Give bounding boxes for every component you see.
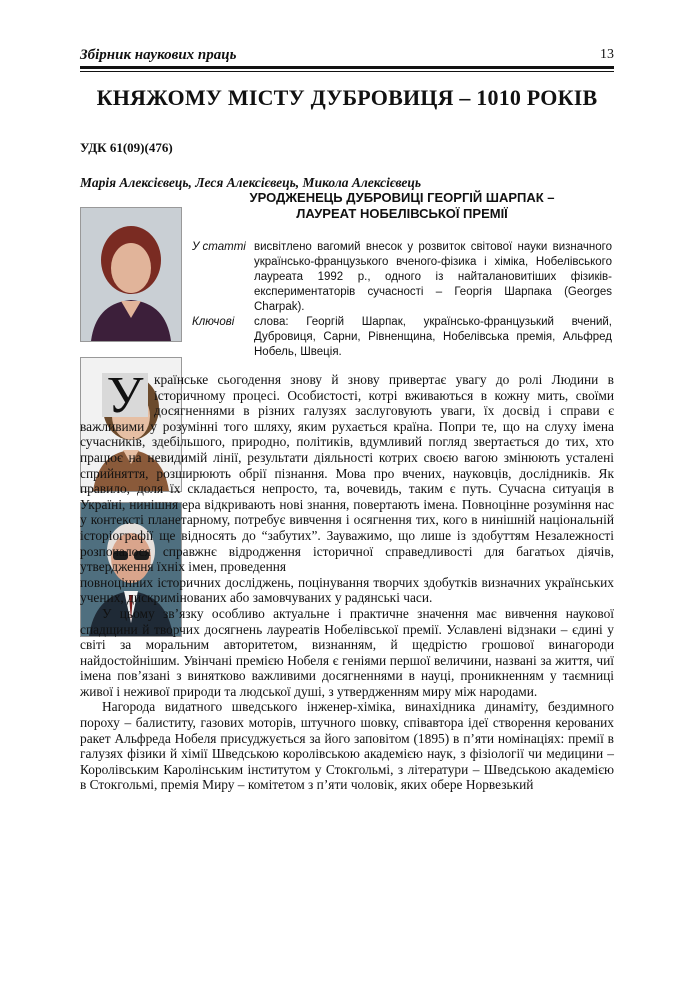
article-title-line2: ЛАУРЕАТ НОБЕЛІВСЬКОЇ ПРЕМІЇ — [296, 206, 508, 221]
author-photo-1 — [80, 207, 182, 342]
page-number: 13 — [600, 47, 614, 62]
header-rule-thin — [80, 71, 614, 72]
article-title-line1: УРОДЖЕНЕЦЬ ДУБРОВИЦІ ГЕОРГІЙ ШАРПАК – — [249, 190, 555, 205]
body-paragraph-1 — [80, 367, 614, 575]
keywords-text: слова: Георгій Шарпак, українсько-французький вчений, Дубровиця, Сарни, Рівненщина, Нобелівська премія, Альфред Нобель, Швеція. — [254, 316, 612, 358]
body-paragraph-2: У цьому зв’язку особливо актуальне і практичне значення має вивчення наукової спадщини й творчих досягнень лауреатів Нобелівської премії. Уславлені відзнаки – єдині у світі за моральним авторитетом, визнанням, й щедрістю грошової винагороди найдостойнішим. Увінчані премією Нобеля є геніями першої величини, названі за життя, чиї імена пов’язані з винятково важливими досягненнями в науці, проникненням у таємниці живої і неживої природи та людської душі, з утвердженням миру між народами. — [80, 605, 614, 699]
header-rule-thick — [80, 66, 614, 69]
article-title — [190, 190, 614, 222]
keywords-label: Ключові — [192, 316, 235, 328]
body-paragraph-3: Нагорода видатного шведського інженер-хіміка, винахідника динаміту, бездимного пороху – балиститу, газових моторів, штучного шовку, співавтора ідеї створення керованих ракет Альфреда Нобеля присуджується за його заповітом (1895) в п’яти номінаціях: премії в галузях фізики й хімії Шведською королівською академією наук, з фізіології чи медицини – Королівським Каролінським інститутом у Стокгольмі, з літератури – Шведською академією в Стокгольмі, премія Миру – комітетом з п’яти чоловік, яких обере Норвезький — [80, 699, 614, 793]
abstract-text: висвітлено вагомий внесок у розвиток світової науки визначного українсько-французького вченого-фізика і хіміка, Нобелівського лауреата 1992 р., одного із найталановитіших фізиків-експериментаторів сучасності – Георгія Шарпака (Georges Charpak). — [254, 241, 612, 313]
abstract-label: У статті — [192, 241, 246, 253]
abstract-block — [192, 240, 612, 360]
udk-code: УДК 61(09)(476) — [80, 140, 173, 155]
journal-title: Збірник наукових праць — [80, 47, 237, 63]
body-paragraph-1-column-text: країнське сьогодення знову й знову привертає увагу до ролі Людини в історичному процесі. Особистості, котрі вживаються в кожну мить, своїми досягненнями в різних галузях заслуговують уваги, їх досвід і справи є важливими у розумінні того шляху, яким рухається країна. Попри те, що на слуху імена сучасників, здебільшого, природно, політиків, вдумливий погляд звертається до тих, хто працює на невидимій лінії, результати діяльності котрих своєю вагою змінюють усталені сприйняття, розширюють обрії пізнання. Мова про вчених, науковців, дослідників. Як правило, доля їх складається непросто, та, вочевидь, таким є путь. Сучасна ситуація в Україні, нинішня ера відкривають нові знання, повертають імена. Повноцінне розуміння нас у контексті планетарному, потребує вивчення і осягнення тих, кого в нинішній національній історіографії ще відносять до “забутих”. Зауважимо, що лише із здобуттям Незалежності розпочалося справжнє відродження історичної справедливості для багатьох діячів, утвердження їхніх імен, проведення — [80, 372, 614, 575]
authors: Марія Алексієвець, Леся Алексієвець, Микола Алексієвець — [80, 175, 422, 190]
section-title: КНЯЖОМУ МІСТУ ДУБРОВИЦЯ – 1010 РОКІВ — [96, 85, 598, 110]
article-body — [80, 367, 614, 793]
running-header — [80, 44, 614, 66]
keywords — [192, 315, 612, 360]
body-paragraph-1-continued: повноцінних історичних досліджень, поцінування творчих здобутків визначних українських учених, дискримінованих або замовчуваних у радянські часи. — [80, 574, 614, 606]
drop-cap: У — [102, 373, 148, 417]
abstract — [192, 240, 612, 315]
